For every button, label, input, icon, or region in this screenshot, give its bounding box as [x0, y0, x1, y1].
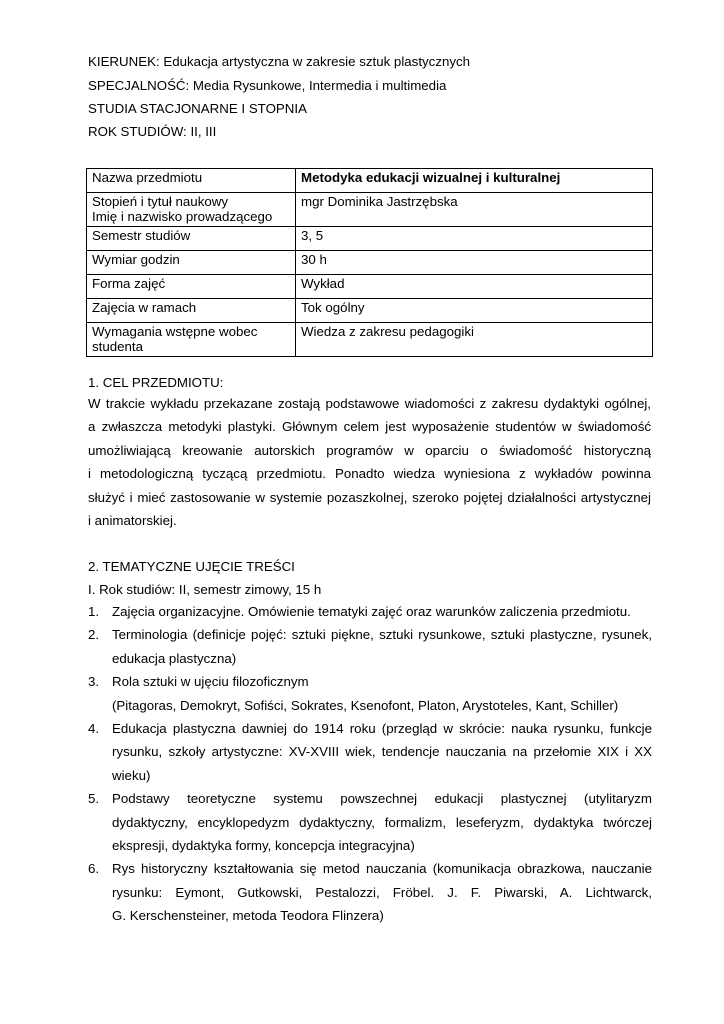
- table-label-cell: [87, 193, 296, 227]
- list-item-line: Edukacja plastyczna dawniej do 1914 roku (przegląd w skrócie: nauka rysunku, funkcje: [112, 720, 652, 736]
- paragraph-line: i metodologiczną tyczącą przedmiotu. Ponadto wiedza wyniesiona z wykładów powinna: [88, 466, 651, 482]
- topics-list: [88, 600, 652, 927]
- section-2-title: 2. TEMATYCZNE UJĘCIE TREŚCI: [88, 559, 295, 574]
- list-item-number: 5.: [88, 791, 100, 807]
- table-label-cell: Forma zajęć: [87, 275, 296, 299]
- list-item-line: edukacja plastyczna): [112, 650, 237, 666]
- list-item-line: wieku): [112, 767, 151, 783]
- table-label-cell: Nazwa przedmiotu: [87, 169, 296, 193]
- table-label-line: Stopień i tytuł naukowy: [92, 194, 229, 209]
- list-item-line: Zajęcia organizacyjne. Omówienie tematyki zajęć oraz warunków zaliczenia przedmiotu.: [112, 604, 631, 619]
- table-value-cell: 30 h: [296, 251, 653, 275]
- list-item-line: rysunku, szkoły artystyczne: XV-XVIII wiek, tendencje nauczania na przełomie XIX i XX: [112, 744, 652, 760]
- list-item-line: ekspresji, dydaktyka formy, koncepcja integracyjna): [112, 837, 415, 853]
- study-type: STUDIA STACJONARNE I STOPNIA: [88, 101, 307, 116]
- table-label-line: Imię i nazwisko prowadzącego: [92, 209, 273, 224]
- table-row: [87, 251, 653, 275]
- table-value-cell: 3, 5: [296, 227, 653, 251]
- table-value-cell: Tok ogólny: [296, 299, 653, 323]
- list-item-line: Rys historyczny kształtowania się metod nauczania (komunikacja obrazkowa, nauczanie: [112, 861, 652, 877]
- list-item-line: (Pitagoras, Demokryt, Sofiści, Sokrates, Ksenofont, Platon, Arystoteles, Kant, Schiller): [112, 697, 619, 713]
- section-2-subtitle: I. Rok studiów: II, semestr zimowy, 15 h: [88, 582, 322, 597]
- table-row: [87, 323, 653, 357]
- table-row: [87, 275, 653, 299]
- table-label-cell: [87, 323, 296, 357]
- course-info-table: [86, 168, 653, 357]
- list-item: [88, 787, 652, 857]
- paragraph-line: służyć i mieć zastosowanie w systemie pozaszkolnej, szeroko pojętej działalności artystycznej: [88, 489, 651, 505]
- list-item-number: 6.: [88, 861, 100, 877]
- table-label-line: studenta: [92, 339, 144, 354]
- table-value-cell: Wykład: [296, 275, 653, 299]
- specialization: SPECJALNOŚĆ: Media Rysunkowe, Intermedia i multimedia: [88, 78, 447, 93]
- paragraph-line: i animatorskiej.: [88, 512, 177, 528]
- paragraph-line: a zwłaszcza metodyki plastyki. Głównym celem jest wyposażenie studentów w świadomość: [88, 419, 651, 435]
- list-item-line: rysunku: Eymont, Gutkowski, Pestalozzi, Fröbel. J. F. Piwarski, A. Lichtwarck,: [112, 884, 652, 900]
- table-row: [87, 299, 653, 323]
- list-item: [88, 670, 652, 717]
- table-row: [87, 227, 653, 251]
- list-item-number: 4.: [88, 720, 100, 736]
- field-of-study: KIERUNEK: Edukacja artystyczna w zakresie sztuk plastycznych: [88, 54, 471, 69]
- course-name-value: Metodyka edukacji wizualnej i kulturalnej: [296, 169, 653, 193]
- list-item-number: 3.: [88, 674, 100, 690]
- list-item: [88, 857, 652, 927]
- section-1-title: 1. CEL PRZEDMIOTU:: [88, 375, 224, 390]
- list-item: [88, 623, 652, 670]
- list-item: [88, 717, 652, 787]
- table-row: [87, 169, 653, 193]
- table-label-cell: Semestr studiów: [87, 227, 296, 251]
- table-row: [87, 193, 653, 227]
- list-item-line: dydaktyczny, encyklopedyzm dydaktyczny, formalizm, leseferyzm, dydaktyka twórczej: [112, 814, 652, 830]
- section-1-paragraph: [88, 392, 651, 532]
- table-label-cell: Wymiar godzin: [87, 251, 296, 275]
- list-item-number: 1.: [88, 604, 100, 619]
- list-item-line: G. Kerschensteiner, metoda Teodora Flinzera): [112, 908, 384, 924]
- table-value-cell: mgr Dominika Jastrzębska: [296, 193, 653, 227]
- list-item: [88, 600, 652, 623]
- list-item-line: Rola sztuki w ujęciu filozoficznym: [112, 674, 309, 690]
- list-item-line: Podstawy teoretyczne systemu powszechnej edukacji plastycznej (utylitaryzm: [112, 791, 652, 807]
- table-label-cell: Zajęcia w ramach: [87, 299, 296, 323]
- paragraph-line: umożliwiającą kreowanie autorskich programów w oparciu o świadomość historyczną: [88, 442, 651, 458]
- table-value-cell: Wiedza z zakresu pedagogiki: [296, 323, 653, 357]
- paragraph-line: W trakcie wykładu przekazane zostają podstawowe wiadomości z zakresu dydaktyki ogólnej,: [88, 396, 651, 411]
- table-label-line: Wymagania wstępne wobec: [92, 324, 258, 339]
- list-item-number: 2.: [88, 627, 100, 643]
- list-item-line: Terminologia (definicje pojęć: sztuki piękne, sztuki rysunkowe, sztuki plastyczne, rysunek,: [112, 627, 652, 643]
- study-year: ROK STUDIÓW: II, III: [88, 124, 217, 139]
